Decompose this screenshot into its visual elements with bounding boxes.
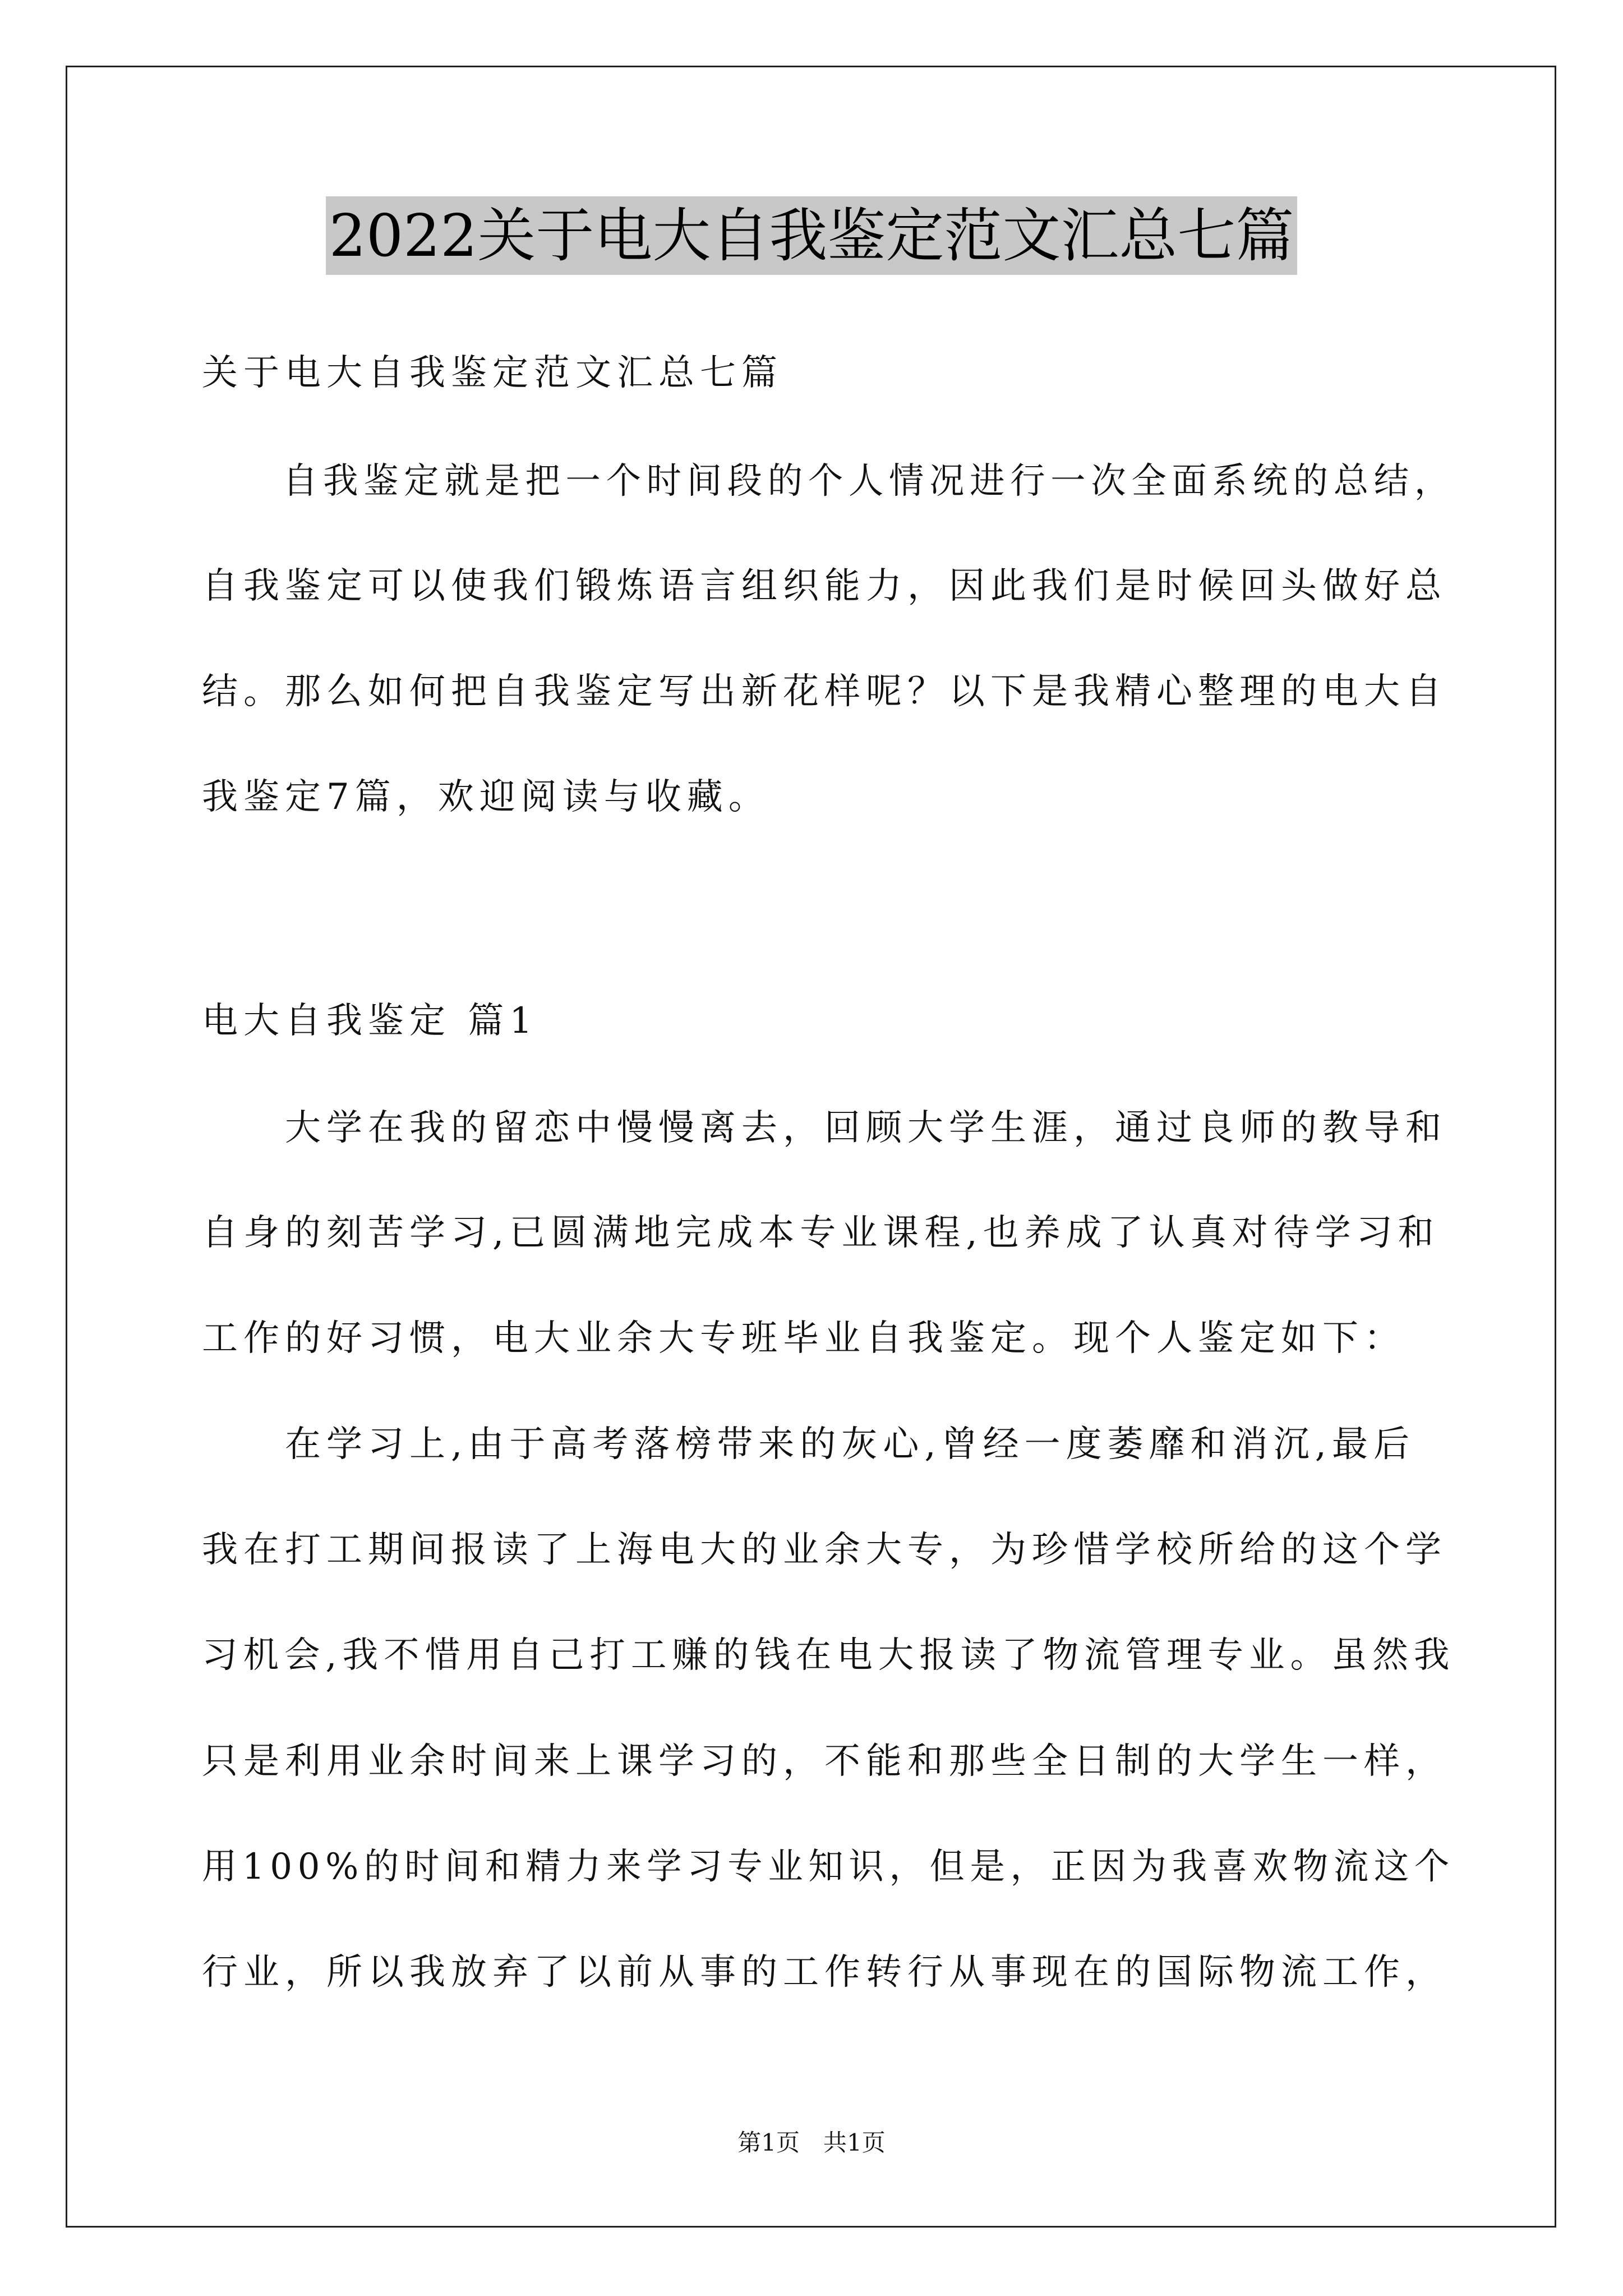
paragraph-line: 结。那么如何把自我鉴定写出新花样呢？以下是我精心整理的电大自 — [202, 671, 1447, 712]
paragraph-line: 我鉴定7篇，欢迎阅读与收藏。 — [202, 776, 770, 818]
paragraph-line: 习机会,我不惜用自己打工赚的钱在电大报读了物流管理专业。虽然我 — [202, 1635, 1455, 1676]
paragraph-line: 行业，所以我放弃了以前从事的工作转行从事现在的国际物流工作， — [202, 1952, 1447, 1993]
title-block — [0, 196, 1623, 275]
section-heading: 电大自我鉴定 篇1 — [202, 1000, 538, 1042]
document-title: 2022关于电大自我鉴定范文汇总七篇 — [326, 196, 1298, 275]
subtitle-line: 关于电大自我鉴定范文汇总七篇 — [202, 352, 783, 394]
paragraph-line: 大学在我的留恋中慢慢离去，回顾大学生涯，通过良师的教导和 — [202, 1107, 1447, 1149]
paragraph-line: 只是利用业余时间来上课学习的，不能和那些全日制的大学生一样， — [202, 1741, 1447, 1782]
paragraph-line: 自我鉴定就是把一个时间段的个人情况进行一次全面系统的总结， — [202, 461, 1455, 502]
paragraph-line: 我在打工期间报读了上海电大的业余大专，为珍惜学校所给的这个学 — [202, 1529, 1447, 1571]
paragraph-line: 在学习上,由于高考落榜带来的灰心,曾经一度萎靡和消沉,最后 — [202, 1424, 1415, 1465]
paragraph-line: 自我鉴定可以使我们锻炼语言组织能力，因此我们是时候回头做好总 — [202, 565, 1447, 607]
page-number-footer: 第1页 共1页 — [737, 2129, 886, 2156]
paragraph-line: 工作的好习惯，电大业余大专班毕业自我鉴定。现个人鉴定如下： — [202, 1318, 1405, 1359]
paragraph-line: 用100%的时间和精力来学习专业知识，但是，正因为我喜欢物流这个 — [202, 1846, 1455, 1888]
paragraph-line: 自身的刻苦学习,已圆满地完成本专业课程,也养成了认真对待学习和 — [202, 1212, 1440, 1254]
